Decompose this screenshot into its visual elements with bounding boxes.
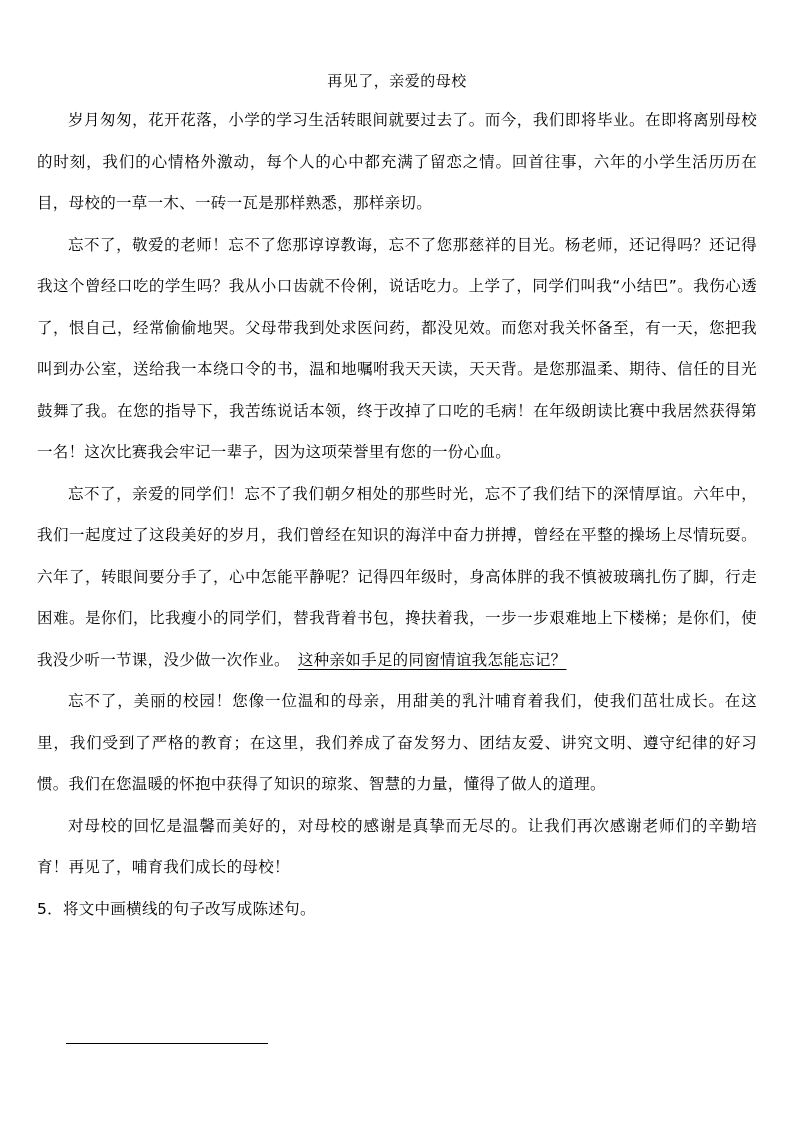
answer-line[interactable] — [66, 1043, 268, 1044]
underlined-sentence: 这种亲如手足的同窗情谊我怎能忘记？ — [297, 650, 567, 669]
paragraph-3 — [37, 474, 757, 682]
paragraph-5: 对母校的回忆是温馨而美好的，对母校的感谢是真挚而无尽的。让我们再次感谢老师们的辛勤培育！再见了，哺育我们成长的母校！ — [37, 816, 757, 876]
question-5: 5．将文中画横线的句子改写成陈述句。 — [37, 899, 316, 918]
document-title: 再见了，亲爱的母校 — [327, 72, 467, 90]
paragraph-3-text: 忘不了，亲爱的同学们！忘不了我们朝夕相处的那些时光，忘不了我们结下的深情厚谊。六年中，我们一起度过了这段美好的岁月，我们曾经在知识的海洋中奋力拼搏，曾经在平整的操场上尽情玩耍。六年了，转眼间要分手了，心中怎能平静呢？记得四年级时，身高体胖的我不慎被玻璃扎伤了脚，行走困难。是你们，比我瘦小的同学们，替我背着书包，搀扶着我，一步一步艰难地上下楼梯；是你们，使我没少听一节课，没少做一次作业。 — [37, 484, 757, 669]
paragraph-4: 忘不了，美丽的校园！您像一位温和的母亲，用甜美的乳汁哺育着我们，使我们茁壮成长。在这里，我们受到了严格的教育；在这里，我们养成了奋发努力、团结友爱、讲究文明、遵守纪律的好习惯。我们在您温暖的怀抱中获得了知识的琼浆、智慧的力量，懂得了做人的道理。 — [37, 692, 757, 793]
paragraph-1: 岁月匆匆，花开花落，小学的学习生活转眼间就要过去了。而今，我们即将毕业。在即将离别母校的时刻，我们的心情格外激动，每个人的心中都充满了留恋之情。回首往事，六年的小学生活历历在目，母校的一草一木、一砖一瓦是那样熟悉，那样亲切。 — [37, 111, 757, 212]
document-page — [37, 62, 757, 930]
paragraph-2: 忘不了，敬爱的老师！忘不了您那谆谆教诲，忘不了您那慈祥的目光。杨老师，还记得吗？还记得我这个曾经口吃的学生吗？我从小口齿就不伶俐，说话吃力。上学了，同学们叫我“小结巴”。我伤心透了，恨自己，经常偷偷地哭。父母带我到处求医问药，都没见效。而您对我关怀备至，有一天，您把我叫到办公室，送给我一本绕口令的书，温和地嘱咐我天天读，天天背。是您那温柔、期待、信任的目光鼓舞了我。在您的指导下，我苦练说话本领，终于改掉了口吃的毛病！在年级朗读比赛中我居然获得第一名！这次比赛我会牢记一辈子，因为这项荣誉里有您的一份心血。 — [37, 235, 757, 461]
